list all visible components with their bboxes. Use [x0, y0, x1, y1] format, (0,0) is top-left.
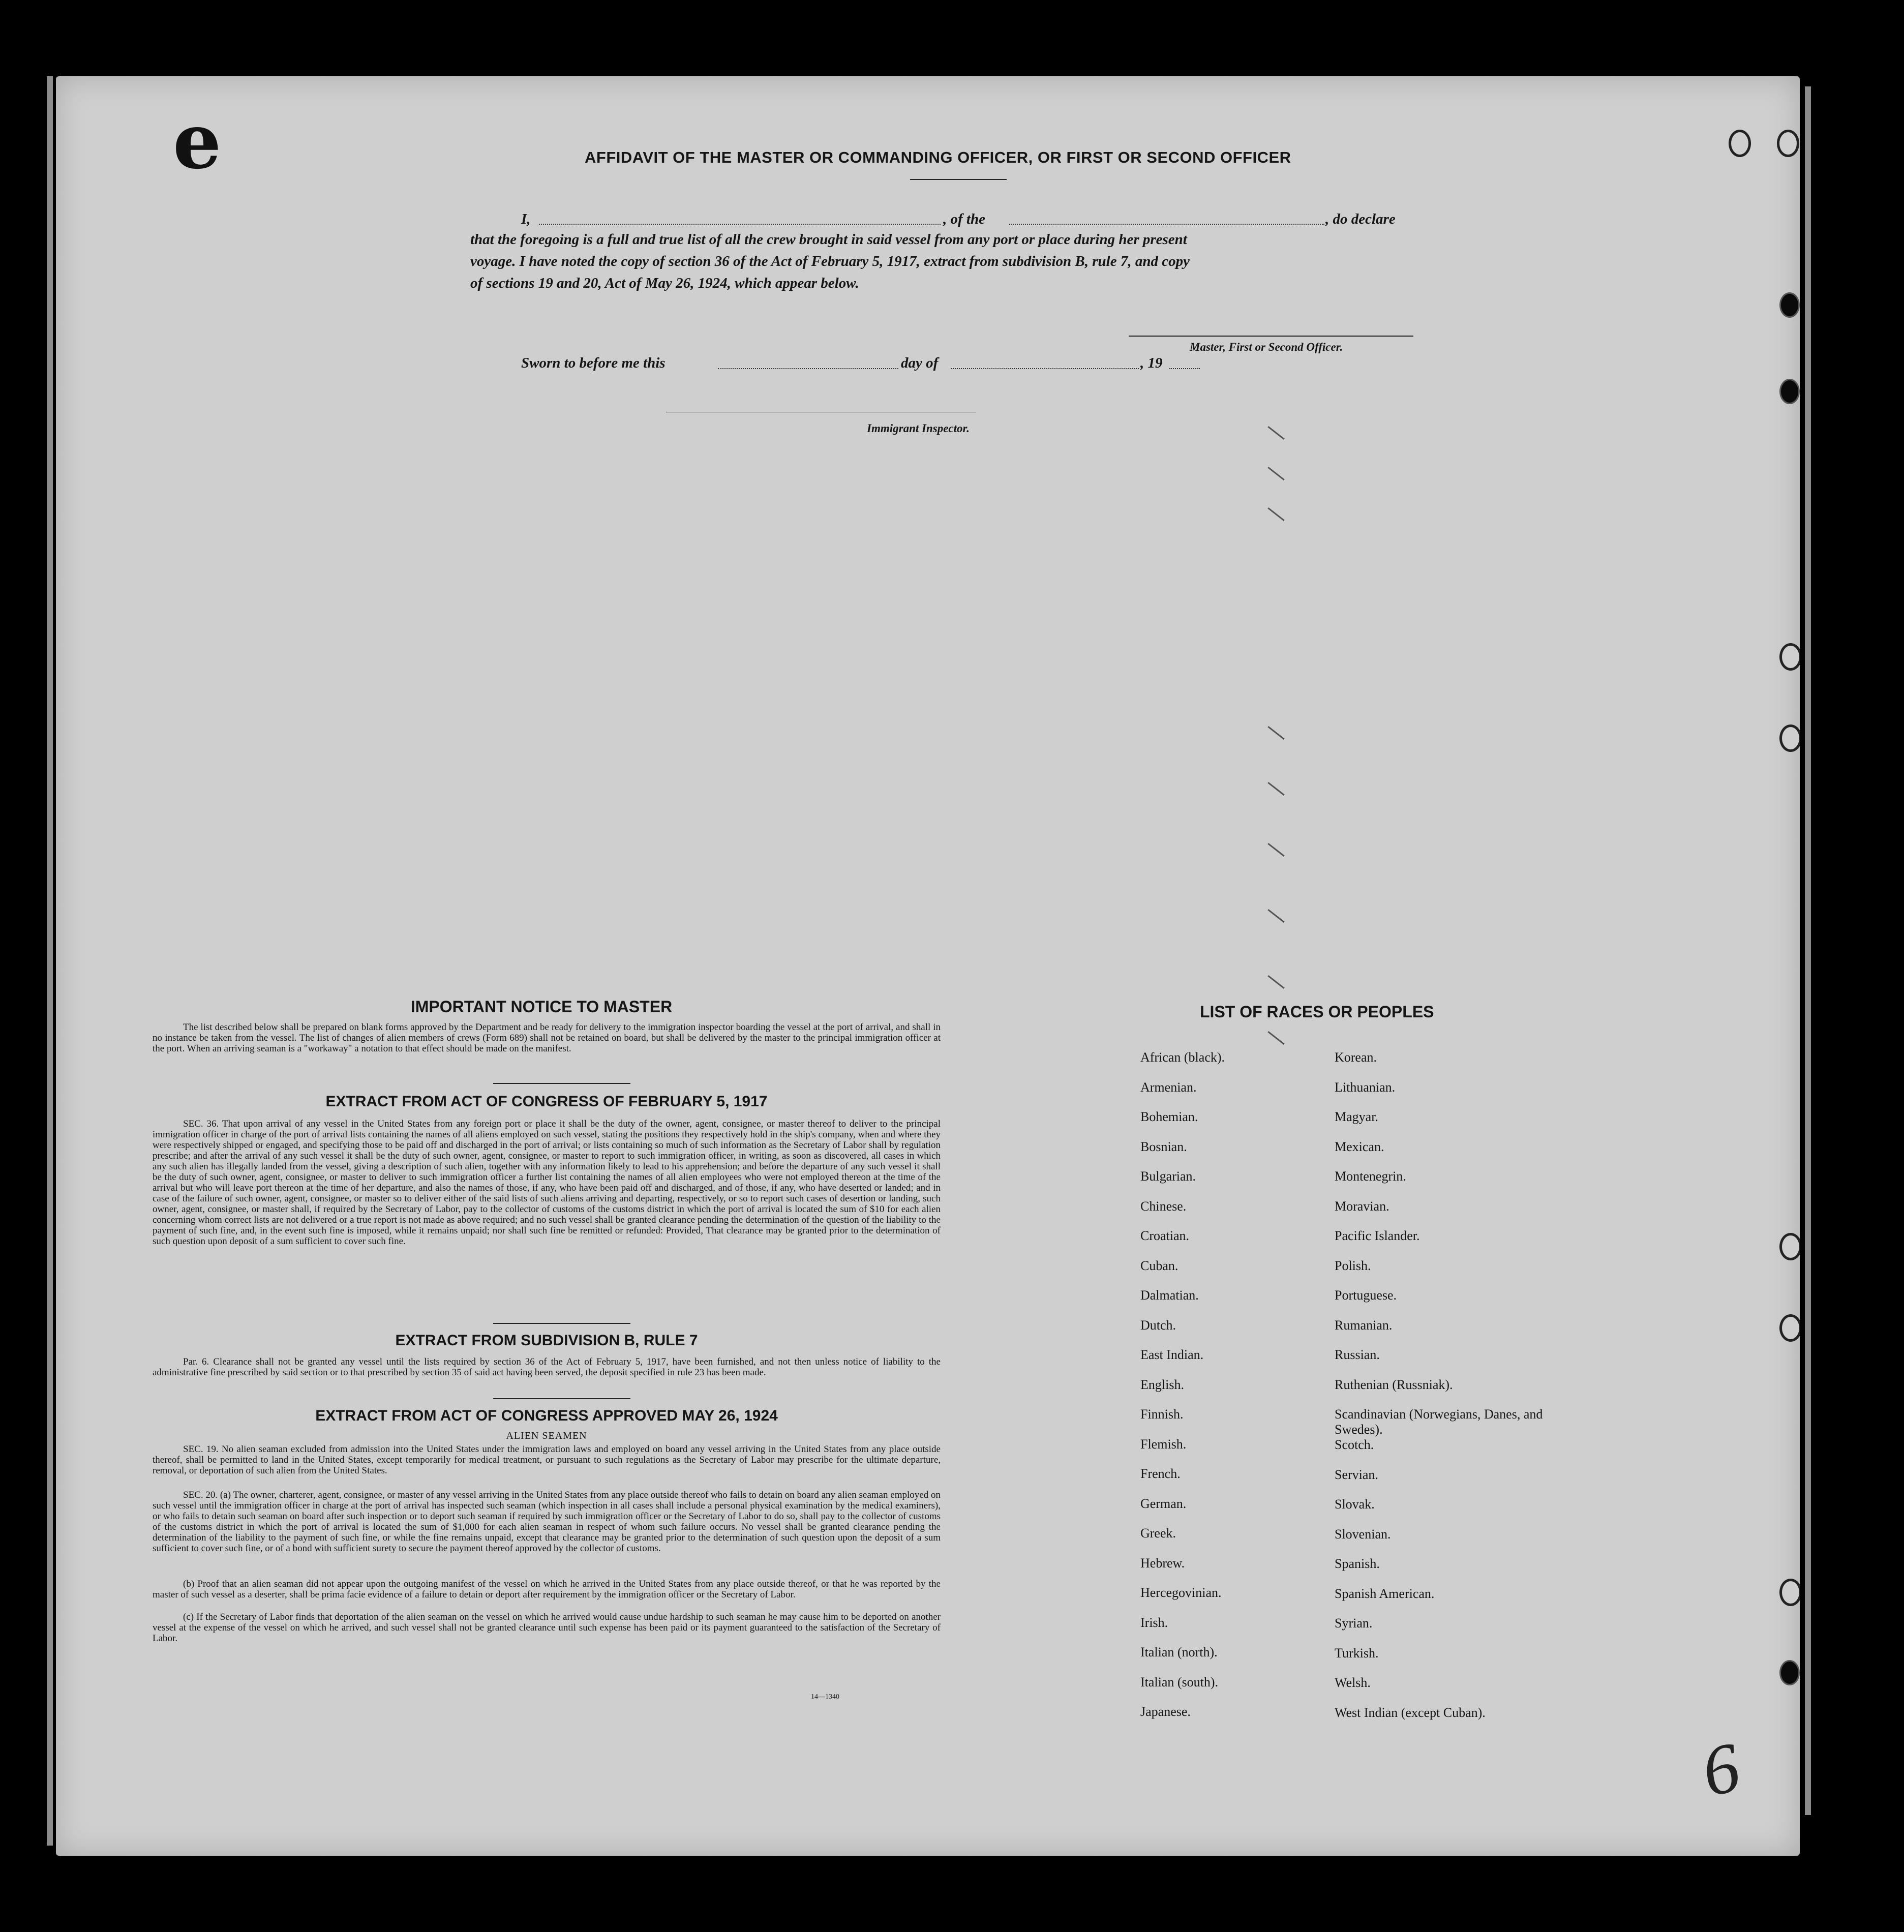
- race-item-left: Dutch.: [1140, 1317, 1176, 1333]
- race-item-left: Finnish.: [1140, 1407, 1184, 1422]
- race-item-left: Chinese.: [1140, 1198, 1187, 1214]
- race-item-right: Polish.: [1335, 1258, 1371, 1273]
- extract-1924-sec20c: (c) If the Secretary of Labor finds that deportation of the alien seaman on the vessel on which he arrived would cause undue hardship to such seaman he may cause him to be deported on another vessel at the expense of the vessel on which he arrived, and such vessel shall not be granted clearance until such expense has been paid or its payment guaranteed to the satisfaction of the Secretary of Labor.: [153, 1612, 941, 1644]
- master-signature-line: [1129, 336, 1413, 337]
- race-item-left: German.: [1140, 1496, 1187, 1511]
- race-item-left: East Indian.: [1140, 1347, 1204, 1362]
- inspector-label: Immigrant Inspector.: [867, 422, 970, 435]
- form-number: 14—1340: [811, 1693, 839, 1701]
- title-underline: [910, 179, 1007, 180]
- check-mark: [1267, 726, 1284, 740]
- punch-hole: [1779, 643, 1800, 671]
- extract-1924-sec20a: SEC. 20. (a) The owner, charterer, agent, consignee, or master of any vessel arriving in the United States from any place outside thereof who fails to detain on board any alien seaman employed on such vessel until the immigration officer in charge at the port of arrival has inspected such seaman (which inspection in all cases shall include a personal physical examination by the medical examiners), or who fails to detain such seaman on board after such inspection or to deport such seaman if required by such immigration officer or the Secretary of Labor to do so, shall pay to the collector of customs of the customs district in which the port of arrival is located the sum of $1,000 for each alien seaman in respect of whom such failure occurs. No vessel shall be granted clearance pending the determination of the liability to the payment of such fine, or while the fine remains unpaid, except that clearance may be granted prior to the determination of such question upon the deposit of a sum sufficient to cover such fine, or of a bond with sufficient surety to secure the payment thereof approved by the collector of customs.: [153, 1490, 941, 1554]
- punch-hole: [1779, 1314, 1800, 1342]
- extract-1917-title: EXTRACT FROM ACT OF CONGRESS OF FEBRUARY 5, 1917: [325, 1093, 768, 1110]
- side-mark: 6: [1695, 1727, 1747, 1812]
- race-item-left: Bosnian.: [1140, 1139, 1187, 1154]
- affidavit-line1-i: I,: [521, 211, 531, 227]
- top-left-mark: e: [173, 97, 222, 186]
- race-item-right: Turkish.: [1335, 1645, 1379, 1661]
- race-item-right: Russian.: [1335, 1347, 1380, 1362]
- affidavit-line3: voyage. I have noted the copy of section 36 of the Act of February 5, 1917, extract from subdivision B, rule 7, and copy: [470, 253, 1190, 269]
- page-edge-right: [1805, 86, 1811, 1815]
- check-mark: [1267, 467, 1284, 480]
- notice-title: IMPORTANT NOTICE TO MASTER: [410, 998, 673, 1016]
- section-divider: [493, 1398, 630, 1399]
- races-title: LIST OF RACES OR PEOPLES: [1200, 1003, 1434, 1021]
- race-item-right: Moravian.: [1335, 1198, 1389, 1214]
- race-item-right: Syrian.: [1335, 1616, 1373, 1631]
- race-item-right: Montenegrin.: [1335, 1169, 1406, 1184]
- name-blank: [539, 224, 941, 225]
- punch-hole: [1779, 1233, 1800, 1260]
- check-mark: [1267, 909, 1284, 923]
- extract-rule7-title: EXTRACT FROM SUBDIVISION B, RULE 7: [395, 1332, 698, 1349]
- sworn-year: , 19: [1140, 355, 1163, 371]
- race-item-right: Scotch.: [1335, 1437, 1374, 1452]
- sworn-day-blank: [718, 368, 898, 369]
- affidavit-line4: of sections 19 and 20, Act of May 26, 1924, which appear below.: [470, 275, 859, 291]
- affidavit-line1-declare: , do declare: [1325, 211, 1396, 227]
- race-item-right: Pacific Islander.: [1335, 1228, 1420, 1243]
- race-item-left: Croatian.: [1140, 1228, 1190, 1243]
- race-item-left: Greek.: [1140, 1526, 1176, 1541]
- extract-1924-subtitle: ALIEN SEAMEN: [506, 1430, 587, 1441]
- extract-1917-text: SEC. 36. That upon arrival of any vessel in the United States from any foreign port or place it shall be the duty of the owner, agent, consignee, or master thereof to deliver to the principal immigration officer in charge of the port of arrival lists containing the names of all aliens employed on such vessel, stating the positions they respectively hold in the ship's company, when and where they were respectively shipped or engaged, and specifying those to be paid off and discharged in the port of arrival; or lists containing so much of such information as the Secretary of Labor shall by regulation prescribe; and after the arrival of any such vessel it shall be the duty of such owner, agent, consignee, or master to report to such immigration officer, in writing, as soon as discovered, all cases in which any such alien has illegally landed from the vessel, giving a description of such alien, together with any information likely to lead to his apprehension; and before the departure of any such vessel it shall be the duty of such owner, agent, consignee, or master to deliver to such immigration officer a further list containing the names of all alien employees who were not employed thereon at the time of the arrival but who will leave port thereon at the time of her departure, and also the names of those, if any, who have been paid off and discharged, and of those, if any, who have deserted or landed; and in case of the failure of such owner, agent, consignee, or master so to deliver either of the said lists of such aliens arriving and departing, respectively, or so to report such cases of desertion or landing, such owner, agent, consignee, or master shall, if required by the Secretary of Labor, pay to the collector of customs of the customs district in which the port of arrival is located the sum of $10 for each alien concerning whom correct lists are not delivered or a true report is not made as above required; and no such vessel shall be granted clearance pending the determination of the question of the liability to the payment of such fine, and, in the event such fine is imposed, while it remains unpaid; nor shall such fine be remitted or refunded: Provided, That clearance may be granted prior to the determination of such question upon deposit of a sum sufficient to cover such fine.: [153, 1119, 941, 1247]
- races-left-column: [1140, 1050, 1225, 1734]
- race-item-left: French.: [1140, 1466, 1181, 1481]
- race-item-right: Magyar.: [1335, 1109, 1378, 1124]
- race-item-right: Scandinavian (Norwegians, Danes, and Swedes).: [1335, 1407, 1543, 1437]
- race-item-right: Mexican.: [1335, 1139, 1384, 1154]
- race-item-right: Spanish.: [1335, 1556, 1380, 1571]
- check-mark: [1267, 843, 1284, 857]
- race-item-right: Spanish American.: [1335, 1586, 1435, 1601]
- check-mark: [1267, 507, 1284, 521]
- extract-1924-sec20b: (b) Proof that an alien seaman did not appear upon the outgoing manifest of the vessel on which he arrived in the United States from any place outside thereof, or that he was reported by the master of such vessel as a deserter, shall be prima facie evidence of a failure to detain or deport after requirement by the immigration officer or the Secretary of Labor.: [153, 1579, 941, 1600]
- extract-1924-sec19: SEC. 19. No alien seaman excluded from admission into the United States under the immigration laws and employed on board any vessel arriving in the United States from any place outside thereof, shall be permitted to land in the United States, except temporarily for medical treatment, or pursuant to such regulations as the Secretary of Labor may prescribe for the ultimate departure, removal, or deportation of such alien from the United States.: [153, 1444, 941, 1476]
- sworn-month-blank: [951, 368, 1139, 369]
- sworn-year-blank: [1169, 368, 1200, 369]
- race-item-right: Korean.: [1335, 1050, 1377, 1065]
- sworn-prefix: Sworn to before me this: [521, 355, 666, 371]
- section-divider: [493, 1323, 630, 1324]
- race-item-left: Italian (south).: [1140, 1674, 1219, 1689]
- race-item-left: African (black).: [1140, 1050, 1225, 1065]
- race-item-right: Portuguese.: [1335, 1288, 1397, 1303]
- punch-hole: [1779, 292, 1800, 318]
- race-item-right: Welsh.: [1335, 1675, 1371, 1690]
- race-item-right: West Indian (except Cuban).: [1335, 1705, 1486, 1720]
- check-mark: [1267, 975, 1284, 989]
- race-item-left: Cuban.: [1140, 1258, 1178, 1273]
- race-item-left: Flemish.: [1140, 1436, 1187, 1452]
- check-mark: [1267, 1031, 1284, 1045]
- affidavit-line1-of-the: , of the: [943, 211, 985, 227]
- punch-hole: [1779, 1579, 1800, 1606]
- race-item-right: Rumanian.: [1335, 1317, 1393, 1333]
- notice-text: The list described below shall be prepared on blank forms approved by the Department and be ready for delivery to the immigration inspector boarding the vessel at the port of arrival, and shall in no instance be taken from the vessel. The list of changes of alien members of crews (Form 689) shall not be retained on board, but shall be delivered by the master to the principal immigration officer at the port. When an arriving seaman is a "workaway" a notation to that effect should be made on the manifest.: [153, 1022, 941, 1054]
- affidavit-title: AFFIDAVIT OF THE MASTER OR COMMANDING OFFICER, OR FIRST OR SECOND OFFICER: [585, 148, 1291, 166]
- races-right-column: [1335, 1050, 1568, 1735]
- sworn-day-of: day of: [901, 355, 939, 371]
- extract-1924-title: EXTRACT FROM ACT OF CONGRESS APPROVED MAY 26, 1924: [315, 1407, 778, 1424]
- punch-hole: [1779, 379, 1800, 404]
- master-label: Master, First or Second Officer.: [1190, 341, 1343, 353]
- punch-hole: [1729, 130, 1751, 157]
- race-item-left: Irish.: [1140, 1615, 1168, 1630]
- vessel-blank: [1009, 224, 1324, 225]
- race-item-right: Slovak.: [1335, 1497, 1375, 1512]
- race-item-right: Ruthenian (Russniak).: [1335, 1377, 1453, 1392]
- race-item-left: Italian (north).: [1140, 1645, 1218, 1659]
- affidavit-line2: that the foregoing is a full and true list of all the crew brought in said vessel from any port or place during her present: [470, 231, 1187, 248]
- page-edge-left: [47, 76, 53, 1846]
- check-mark: [1267, 782, 1284, 796]
- punch-hole: [1779, 725, 1800, 752]
- document-page: [56, 76, 1800, 1856]
- race-item-left: Hebrew.: [1140, 1555, 1185, 1571]
- race-item-left: Bulgarian.: [1140, 1169, 1196, 1184]
- punch-hole: [1777, 130, 1799, 157]
- race-item-right: Servian.: [1335, 1467, 1378, 1482]
- extract-rule7-text: Par. 6. Clearance shall not be granted any vessel until the lists required by section 36 of the Act of February 5, 1917, have been furnished, and not then unless notice of liability to the administrative fine prescribed by said section or to that prescribed by section 35 of said act having been served, the deposit specified in rule 23 has been made.: [153, 1356, 941, 1378]
- race-item-left: Japanese.: [1140, 1704, 1191, 1719]
- race-item-right: Slovenian.: [1335, 1526, 1391, 1542]
- race-item-left: Bohemian.: [1140, 1109, 1198, 1124]
- race-item-left: Armenian.: [1140, 1079, 1197, 1095]
- check-mark: [1267, 426, 1284, 440]
- race-item-left: Hercegovinian.: [1140, 1585, 1222, 1600]
- section-divider: [493, 1083, 630, 1084]
- race-item-left: English.: [1140, 1377, 1184, 1392]
- race-item-right: Lithuanian.: [1335, 1079, 1396, 1095]
- punch-hole: [1779, 1660, 1800, 1685]
- race-item-left: Dalmatian.: [1140, 1288, 1199, 1303]
